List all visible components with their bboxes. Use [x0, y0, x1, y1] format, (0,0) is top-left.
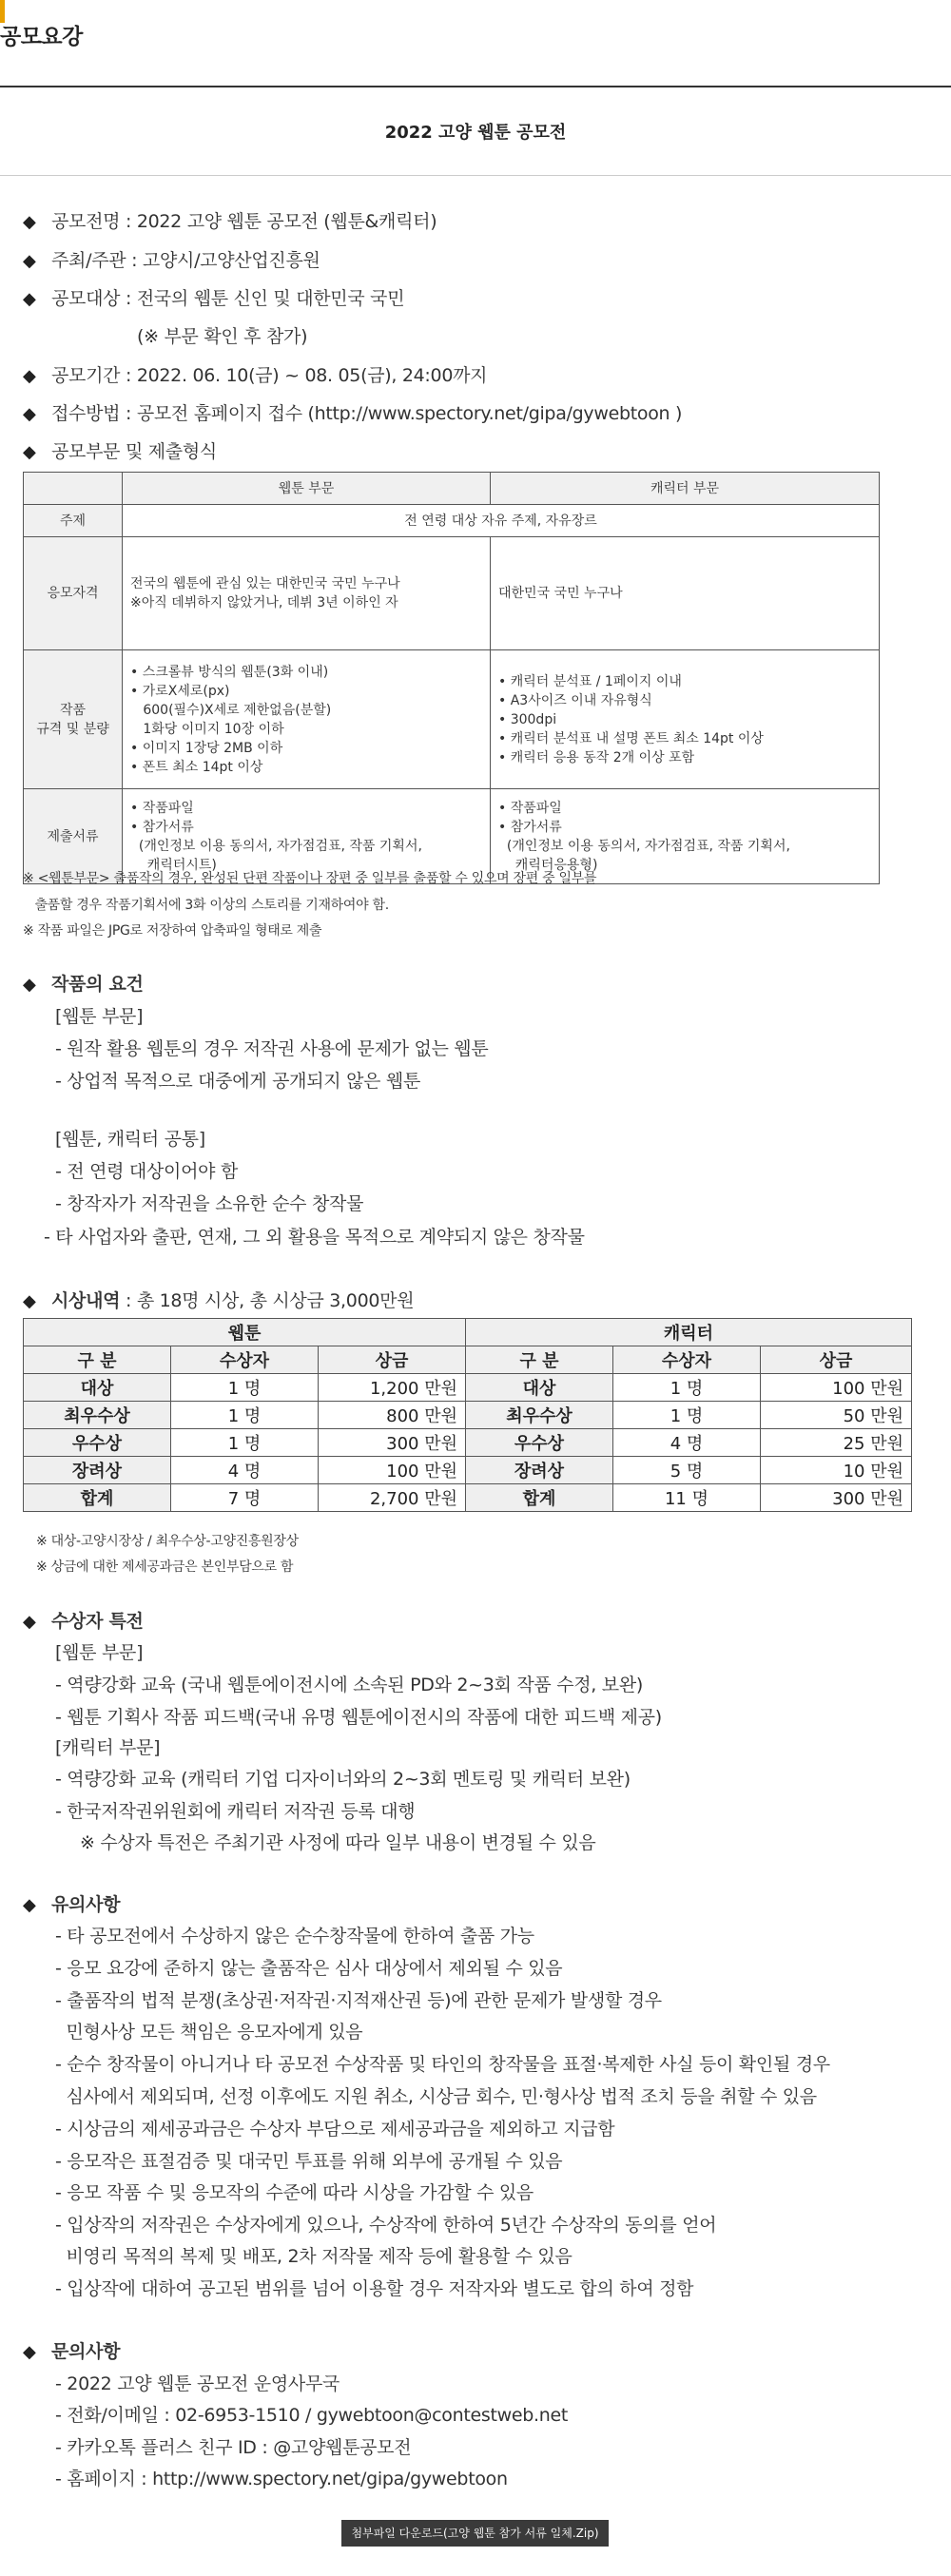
- requirements-line: - 타 사업자와 출판, 연재, 그 외 활용을 목적으로 계약되지 않은 창작물: [44, 1227, 585, 1248]
- table-row: 우수상 1 명 300 만원 우수상 4 명 25 만원: [24, 1429, 912, 1457]
- col-header-webtoon: 웹툰 부문: [123, 473, 491, 505]
- table-row: 합계 7 명 2,700 만원 합계 11 명 300 만원: [24, 1484, 912, 1512]
- row-label-documents: 제출서류: [24, 789, 123, 884]
- benefits-line: [캐릭터 부문]: [55, 1737, 161, 1758]
- cautions-line: - 출품작의 법적 분쟁(초상권·저작권·지적재산권 등)에 관한 문제가 발생할 경우: [55, 1990, 662, 2011]
- diamond-bullet-icon: ◆: [23, 212, 36, 232]
- page-title: 공모요강: [0, 25, 83, 49]
- contact-line: - 카카오톡 플러스 친구 ID : @고양웹툰공모전: [55, 2437, 412, 2458]
- theme-value: 전 연령 대상 자유 주제, 자유장르: [123, 505, 880, 537]
- overview-item-host: ◆ 주최/주관 : 고양시/고양산업진흥원: [23, 250, 320, 271]
- documents-webtoon: • 작품파일 • 참가서류 (개인정보 이용 동의서, 자가점검표, 작품 기획서, 캐릭터시트): [123, 789, 491, 884]
- table-corner-cell: [24, 473, 123, 505]
- attachment-download-button[interactable]: 첨부파일 다운로드(고양 웹툰 참가 서류 일체.Zip): [341, 2520, 609, 2547]
- group-header-webtoon: 웹툰: [24, 1319, 466, 1346]
- requirements-line: [웹툰 부문]: [55, 1006, 144, 1027]
- benefits-line: - 역량강화 교육 (국내 웹툰에이전시에 소속된 PD와 2~3회 작품 수정, 보완): [55, 1675, 644, 1695]
- table-note: ※ <웹툰부문> 출품작의 경우, 완성된 단편 작품이나 장편 중 일부를 출품할 수 있으며 장편 중 일부를: [23, 871, 597, 886]
- awards-note: ※ 상금에 대한 제세공과금은 본인부담으로 함: [36, 1559, 294, 1575]
- requirements-line: - 원작 활용 웹툰의 경우 저작권 사용에 문제가 없는 웹툰: [55, 1038, 489, 1059]
- diamond-bullet-icon: ◆: [23, 289, 36, 309]
- overview-item-target-note: (※ 부문 확인 후 참가): [137, 326, 308, 347]
- awards-note: ※ 대상-고양시장상 / 최우수상-고양진흥원장상: [36, 1534, 299, 1549]
- group-header-character: 캐릭터: [466, 1319, 912, 1346]
- diamond-bullet-icon: ◆: [23, 1612, 36, 1632]
- section-title-benefits: ◆ 수상자 특전: [23, 1611, 144, 1632]
- col-header-category: 구 분: [466, 1346, 613, 1374]
- requirements-line: - 창작자가 저작권을 소유한 순수 창작물: [55, 1193, 364, 1214]
- subtitle-divider: [0, 175, 951, 176]
- cautions-line: - 순수 창작물이 아니거나 타 공모전 수상작품 및 타인의 창작물을 표절·복제한 사실 등이 확인될 경우: [55, 2054, 830, 2075]
- col-header-prize: 상금: [319, 1346, 466, 1374]
- contact-line: - 2022 고양 웹툰 공모전 운영사무국: [55, 2373, 340, 2394]
- cautions-line: - 입상작의 저작권은 수상자에게 있으나, 수상작에 한하여 5년간 수상작의 동의를 얻어: [55, 2215, 717, 2236]
- contact-line: - 전화/이메일 : 02-6953-1510 / gywebtoon@contestweb.net: [55, 2405, 569, 2426]
- section-title-cautions: ◆ 유의사항: [23, 1894, 121, 1915]
- col-header-winners: 수상자: [171, 1346, 319, 1374]
- contest-title: 2022 고양 웹툰 공모전: [384, 123, 567, 143]
- row-label-qualification: 응모자격: [24, 537, 123, 650]
- diamond-bullet-icon: ◆: [23, 404, 36, 424]
- qualification-character: 대한민국 국민 누구나: [491, 537, 880, 650]
- cautions-line: - 응모 요강에 준하지 않는 출품작은 심사 대상에서 제외될 수 있음: [55, 1958, 563, 1979]
- cautions-line: 민형사상 모든 책임은 응모자에게 있음: [55, 2022, 363, 2043]
- overview-item-submission: ◆ 접수방법 : 공모전 홈페이지 접수 (http://www.spectory.net/gipa/gywebtoon ): [23, 403, 683, 424]
- diamond-bullet-icon: ◆: [23, 1291, 36, 1311]
- overview-item-target: ◆ 공모대상 : 전국의 웹툰 신인 및 대한민국 국민: [23, 288, 405, 309]
- cautions-line: - 응모작은 표절검증 및 대국민 투표를 위해 외부에 공개될 수 있음: [55, 2151, 563, 2172]
- overview-item-period: ◆ 공모기간 : 2022. 06. 10(금) ~ 08. 05(금), 24:00까지: [23, 365, 488, 386]
- section-title-requirements: ◆ 작품의 요건: [23, 974, 144, 995]
- table-note: ※ 작품 파일은 JPG로 저장하여 압축파일 형태로 제출: [23, 923, 322, 939]
- diamond-bullet-icon: ◆: [23, 251, 36, 271]
- diamond-bullet-icon: ◆: [23, 2342, 36, 2362]
- contact-line: - 홈페이지 : http://www.spectory.net/gipa/gywebtoon: [55, 2469, 508, 2489]
- diamond-bullet-icon: ◆: [23, 975, 36, 995]
- benefits-line: - 역량강화 교육 (캐릭터 기업 디자이너와의 2~3회 멘토링 및 캐릭터 보완): [55, 1769, 631, 1790]
- table-row: 최우수상 1 명 800 만원 최우수상 1 명 50 만원: [24, 1402, 912, 1429]
- col-header-category: 구 분: [24, 1346, 171, 1374]
- overview-item-name: ◆ 공모전명 : 2022 고양 웹툰 공모전 (웹툰&캐릭터): [23, 211, 437, 232]
- cautions-line: - 입상작에 대하여 공고된 범위를 넘어 이용할 경우 저작자와 별도로 합의 하여 정함: [55, 2278, 694, 2299]
- cautions-line: 비영리 목적의 복제 및 배포, 2차 저작물 제작 등에 활용할 수 있음: [55, 2246, 573, 2267]
- table-row: 장려상 4 명 100 만원 장려상 5 명 10 만원: [24, 1457, 912, 1484]
- benefits-line: ※ 수상자 특전은 주최기관 사정에 따라 일부 내용이 변경될 수 있음: [80, 1832, 596, 1853]
- awards-table: [23, 1318, 912, 1512]
- overview-item-categories: ◆ 공모부문 및 제출형식: [23, 441, 217, 462]
- diamond-bullet-icon: ◆: [23, 442, 36, 462]
- title-divider: [0, 86, 951, 87]
- benefits-line: - 웹툰 기획사 작품 피드백(국내 유명 웹툰에이전시의 작품에 대한 피드백 제공): [55, 1707, 662, 1728]
- row-label-theme: 주제: [24, 505, 123, 537]
- table-note: 출품할 경우 작품기획서에 3화 이상의 스토리를 기재하여야 함.: [23, 898, 389, 913]
- spec-character: • 캐릭터 분석표 / 1페이지 이내 • A3사이즈 이내 자유형식 • 300dpi • 캐릭터 분석표 내 설명 폰트 최소 14pt 이상 • 캐릭터 응용 동작 2개 이상 포함: [491, 650, 880, 789]
- benefits-line: [웹툰 부문]: [55, 1642, 144, 1663]
- cautions-line: - 응모 작품 수 및 응모작의 수준에 따라 시상을 가감할 수 있음: [55, 2182, 534, 2203]
- diamond-bullet-icon: ◆: [23, 366, 36, 386]
- col-header-character: 캐릭터 부문: [491, 473, 880, 505]
- spec-webtoon: • 스크롤뷰 방식의 웹툰(3화 이내) • 가로X세로(px) 600(필수)X세로 제한없음(분할) 1화당 이미지 10장 이하 • 이미지 1장당 2MB 이하 • 폰트 최소 14pt 이상: [123, 650, 491, 789]
- requirements-line: [웹툰, 캐릭터 공통]: [55, 1129, 205, 1150]
- requirements-line: - 전 연령 대상이어야 함: [55, 1161, 239, 1182]
- category-table: [23, 472, 880, 884]
- cautions-line: - 타 공모전에서 수상하지 않은 순수창작물에 한하여 출품 가능: [55, 1926, 534, 1947]
- cautions-line: 심사에서 제외되며, 선정 이후에도 지원 취소, 시상금 회수, 민·형사상 법적 조치 등을 취할 수 있음: [55, 2086, 817, 2107]
- section-title-contact: ◆ 문의사항: [23, 2341, 121, 2362]
- table-row: 대상 1 명 1,200 만원 대상 1 명 100 만원: [24, 1374, 912, 1402]
- documents-character: • 작품파일 • 참가서류 (개인정보 이용 동의서, 자가점검표, 작품 기획서, 캐릭터응용형): [491, 789, 880, 884]
- col-header-prize: 상금: [761, 1346, 912, 1374]
- benefits-line: - 한국저작권위원회에 캐릭터 저작권 등록 대행: [55, 1801, 416, 1822]
- section-title-awards: ◆ 시상내역 : 총 18명 시상, 총 시상금 3,000만원: [23, 1290, 415, 1311]
- diamond-bullet-icon: ◆: [23, 1895, 36, 1915]
- requirements-line: - 상업적 목적으로 대중에게 공개되지 않은 웹툰: [55, 1071, 421, 1092]
- cautions-line: - 시상금의 제세공과금은 수상자 부담으로 제세공과금을 제외하고 지급함: [55, 2119, 615, 2140]
- qualification-webtoon: 전국의 웹툰에 관심 있는 대한민국 국민 누구나 ※아직 데뷔하지 않았거나, 데뷔 3년 이하인 자: [123, 537, 491, 650]
- row-label-spec: 작품 규격 및 분량: [24, 650, 123, 789]
- col-header-winners: 수상자: [613, 1346, 761, 1374]
